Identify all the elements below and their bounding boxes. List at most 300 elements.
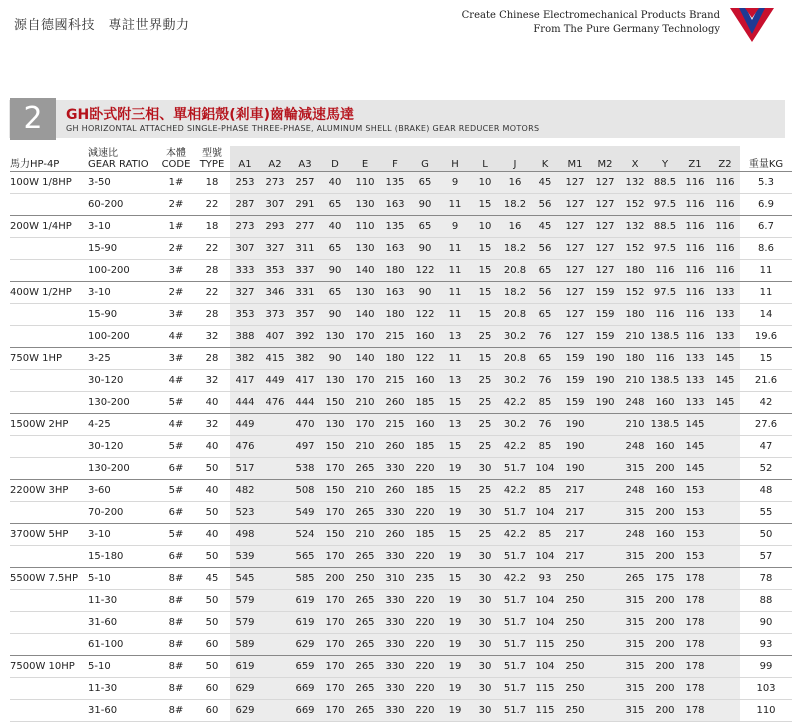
- cell-dim: 160: [650, 480, 680, 502]
- cell-dim: 330: [380, 590, 410, 612]
- cell-dim: [710, 546, 740, 568]
- cell-dim: 116: [680, 194, 710, 216]
- cell-dim: 65: [320, 238, 350, 260]
- cell-dim: 200: [650, 590, 680, 612]
- cell-code: 3#: [158, 348, 194, 370]
- cell-dim: 449: [230, 414, 260, 436]
- cell-dim: 180: [620, 304, 650, 326]
- cell-dim: 545: [230, 568, 260, 590]
- cell-dim: 200: [650, 546, 680, 568]
- cell-dim: 40: [320, 216, 350, 238]
- cell-weight: 103: [740, 678, 792, 700]
- cell-dim: [260, 546, 290, 568]
- header-dim: Z1: [680, 146, 710, 172]
- cell-type: 28: [194, 348, 230, 370]
- cell-dim: 160: [410, 370, 440, 392]
- cell-dim: 331: [290, 282, 320, 304]
- cell-dim: [260, 436, 290, 458]
- cell-weight: 42: [740, 392, 792, 414]
- cell-dim: 200: [650, 700, 680, 722]
- header-dim: F: [380, 146, 410, 172]
- cell-dim: 248: [620, 480, 650, 502]
- cell-power: 400W 1/2HP: [10, 282, 88, 304]
- cell-dim: 127: [590, 260, 620, 282]
- cell-power: [10, 458, 88, 480]
- cell-weight: 15: [740, 348, 792, 370]
- cell-ratio: 31-60: [88, 612, 158, 634]
- cell-dim: 90: [410, 194, 440, 216]
- cell-dim: 116: [650, 260, 680, 282]
- cell-dim: 293: [260, 216, 290, 238]
- cell-dim: 180: [380, 348, 410, 370]
- cell-dim: 145: [680, 414, 710, 436]
- cell-dim: 220: [410, 458, 440, 480]
- cell-dim: 220: [410, 502, 440, 524]
- cell-dim: 444: [290, 392, 320, 414]
- cell-dim: 619: [230, 656, 260, 678]
- cell-dim: 217: [560, 524, 590, 546]
- cell-code: 6#: [158, 502, 194, 524]
- cell-dim: 217: [560, 480, 590, 502]
- cell-dim: 40: [320, 172, 350, 194]
- cell-dim: 170: [320, 590, 350, 612]
- cell-dim: 116: [710, 260, 740, 282]
- cell-dim: 253: [230, 172, 260, 194]
- cell-code: 8#: [158, 634, 194, 656]
- cell-dim: 265: [350, 656, 380, 678]
- cell-type: 50: [194, 502, 230, 524]
- cell-dim: 388: [230, 326, 260, 348]
- cell-dim: 629: [230, 678, 260, 700]
- cell-dim: 470: [290, 414, 320, 436]
- cell-dim: 90: [320, 304, 350, 326]
- cell-dim: 116: [710, 238, 740, 260]
- cell-power: 2200W 3HP: [10, 480, 88, 502]
- cell-dim: 133: [710, 282, 740, 304]
- cell-dim: 265: [350, 590, 380, 612]
- cell-dim: 116: [680, 326, 710, 348]
- cell-dim: [590, 678, 620, 700]
- cell-dim: 11: [440, 348, 470, 370]
- cell-dim: 30: [470, 568, 500, 590]
- cell-code: 8#: [158, 678, 194, 700]
- cell-dim: 315: [620, 700, 650, 722]
- cell-dim: 127: [560, 260, 590, 282]
- cell-dim: 170: [320, 502, 350, 524]
- cell-dim: 127: [590, 238, 620, 260]
- cell-weight: 27.6: [740, 414, 792, 436]
- cell-dim: 9: [440, 216, 470, 238]
- cell-dim: 629: [230, 700, 260, 722]
- cell-dim: 133: [680, 370, 710, 392]
- cell-dim: 178: [680, 634, 710, 656]
- cell-dim: 273: [230, 216, 260, 238]
- cell-dim: 170: [320, 458, 350, 480]
- cell-dim: 25: [470, 436, 500, 458]
- cell-dim: 18.2: [500, 238, 530, 260]
- section-title-en: GH HORIZONTAL ATTACHED SINGLE-PHASE THREE-PHASE, ALUMINUM SHELL (BRAKE) GEAR REDUCER MOTORS: [66, 124, 540, 133]
- cell-type: 45: [194, 568, 230, 590]
- cell-dim: 16: [500, 216, 530, 238]
- cell-type: 32: [194, 370, 230, 392]
- cell-weight: 99: [740, 656, 792, 678]
- table-row: [10, 546, 792, 568]
- cell-dim: [590, 590, 620, 612]
- cell-type: 60: [194, 678, 230, 700]
- cell-dim: [260, 480, 290, 502]
- cell-dim: 56: [530, 238, 560, 260]
- cell-dim: 315: [620, 656, 650, 678]
- cell-type: 60: [194, 634, 230, 656]
- header-dim: A1: [230, 146, 260, 172]
- cell-dim: 178: [680, 612, 710, 634]
- cell-dim: 476: [260, 392, 290, 414]
- cell-weight: 5.3: [740, 172, 792, 194]
- cell-dim: 88.5: [650, 172, 680, 194]
- cell-dim: 210: [350, 392, 380, 414]
- cell-dim: 116: [650, 348, 680, 370]
- cell-type: 22: [194, 194, 230, 216]
- cell-dim: 15: [440, 568, 470, 590]
- cell-dim: 51.7: [500, 546, 530, 568]
- header-dim: A2: [260, 146, 290, 172]
- cell-dim: 127: [560, 194, 590, 216]
- cell-dim: 30: [470, 678, 500, 700]
- header-dim: K: [530, 146, 560, 172]
- cell-dim: [710, 700, 740, 722]
- header-dim: L: [470, 146, 500, 172]
- cell-dim: 19: [440, 612, 470, 634]
- cell-code: 3#: [158, 260, 194, 282]
- cell-dim: 104: [530, 546, 560, 568]
- cell-ratio: 3-60: [88, 480, 158, 502]
- table-row: [10, 172, 792, 194]
- cell-dim: 115: [530, 678, 560, 700]
- cell-dim: 330: [380, 656, 410, 678]
- cell-power: [10, 436, 88, 458]
- cell-dim: 45: [530, 216, 560, 238]
- cell-dim: 159: [560, 392, 590, 414]
- cell-dim: 116: [680, 172, 710, 194]
- cell-dim: 346: [260, 282, 290, 304]
- cell-dim: 629: [290, 634, 320, 656]
- cell-dim: 11: [440, 282, 470, 304]
- cell-dim: 539: [230, 546, 260, 568]
- cell-dim: 122: [410, 348, 440, 370]
- cell-dim: 549: [290, 502, 320, 524]
- cell-dim: 152: [620, 282, 650, 304]
- cell-weight: 48: [740, 480, 792, 502]
- cell-ratio: 61-100: [88, 634, 158, 656]
- cell-dim: 130: [320, 370, 350, 392]
- cell-dim: 163: [380, 238, 410, 260]
- cell-weight: 78: [740, 568, 792, 590]
- cell-dim: 250: [560, 568, 590, 590]
- cell-dim: 76: [530, 414, 560, 436]
- cell-dim: 30.2: [500, 326, 530, 348]
- cell-dim: 10: [470, 172, 500, 194]
- cell-dim: [590, 568, 620, 590]
- cell-ratio: 15-90: [88, 238, 158, 260]
- cell-type: 32: [194, 414, 230, 436]
- cell-dim: 116: [680, 238, 710, 260]
- cell-type: 40: [194, 436, 230, 458]
- table-row: [10, 480, 792, 502]
- cell-dim: 42.2: [500, 436, 530, 458]
- cell-power: [10, 700, 88, 722]
- cell-dim: 115: [530, 634, 560, 656]
- cell-dim: 15: [470, 194, 500, 216]
- table-row: [10, 590, 792, 612]
- cell-power: 100W 1/8HP: [10, 172, 88, 194]
- table-row: [10, 326, 792, 348]
- cell-dim: [590, 656, 620, 678]
- cell-dim: 210: [350, 480, 380, 502]
- cell-dim: 538: [290, 458, 320, 480]
- table-row: [10, 414, 792, 436]
- cell-dim: 153: [680, 546, 710, 568]
- cell-dim: 160: [410, 414, 440, 436]
- cell-dim: 250: [350, 568, 380, 590]
- cell-code: 5#: [158, 480, 194, 502]
- cell-dim: 170: [320, 546, 350, 568]
- cell-ratio: 3-25: [88, 348, 158, 370]
- cell-dim: [260, 700, 290, 722]
- cell-weight: 19.6: [740, 326, 792, 348]
- cell-dim: 116: [680, 216, 710, 238]
- cell-dim: 235: [410, 568, 440, 590]
- cell-type: 50: [194, 590, 230, 612]
- cell-dim: [260, 612, 290, 634]
- cell-dim: 133: [680, 392, 710, 414]
- cell-dim: 417: [230, 370, 260, 392]
- cell-dim: 51.7: [500, 502, 530, 524]
- cell-dim: 30: [470, 502, 500, 524]
- header-dim: G: [410, 146, 440, 172]
- cell-dim: 330: [380, 458, 410, 480]
- cell-dim: 104: [530, 656, 560, 678]
- cell-dim: 178: [680, 568, 710, 590]
- cell-dim: 65: [530, 348, 560, 370]
- cell-dim: 415: [260, 348, 290, 370]
- cell-dim: 330: [380, 634, 410, 656]
- cell-dim: 315: [620, 546, 650, 568]
- cell-dim: 159: [560, 348, 590, 370]
- cell-dim: [710, 414, 740, 436]
- cell-dim: [590, 546, 620, 568]
- cell-dim: 20.8: [500, 348, 530, 370]
- cell-weight: 50: [740, 524, 792, 546]
- cell-dim: 200: [650, 458, 680, 480]
- table-row: [10, 436, 792, 458]
- cell-dim: 200: [320, 568, 350, 590]
- cell-dim: 10: [470, 216, 500, 238]
- table-row: [10, 216, 792, 238]
- cell-dim: 330: [380, 502, 410, 524]
- cell-dim: 200: [650, 634, 680, 656]
- cell-dim: 250: [560, 678, 590, 700]
- cell-dim: 220: [410, 612, 440, 634]
- cell-dim: 19: [440, 502, 470, 524]
- cell-dim: 97.5: [650, 238, 680, 260]
- cell-dim: 517: [230, 458, 260, 480]
- cell-dim: 497: [290, 436, 320, 458]
- cell-dim: 265: [350, 678, 380, 700]
- cell-dim: 217: [560, 546, 590, 568]
- cell-dim: 265: [620, 568, 650, 590]
- cell-dim: [710, 458, 740, 480]
- cell-dim: 170: [320, 700, 350, 722]
- cell-dim: 65: [320, 282, 350, 304]
- cell-dim: 482: [230, 480, 260, 502]
- cell-dim: 133: [710, 304, 740, 326]
- cell-dim: 18.2: [500, 282, 530, 304]
- cell-dim: 130: [320, 326, 350, 348]
- cell-dim: 357: [290, 304, 320, 326]
- cell-dim: [260, 656, 290, 678]
- cell-dim: 524: [290, 524, 320, 546]
- cell-power: 7500W 10HP: [10, 656, 88, 678]
- cell-dim: 20.8: [500, 304, 530, 326]
- cell-dim: 170: [320, 612, 350, 634]
- cell-code: 4#: [158, 414, 194, 436]
- cell-weight: 6.7: [740, 216, 792, 238]
- cell-dim: 140: [350, 348, 380, 370]
- cell-dim: 250: [560, 612, 590, 634]
- header-dim: M1: [560, 146, 590, 172]
- cell-power: [10, 326, 88, 348]
- cell-dim: 20.8: [500, 260, 530, 282]
- cell-dim: 200: [650, 502, 680, 524]
- cell-dim: 104: [530, 458, 560, 480]
- cell-dim: 51.7: [500, 612, 530, 634]
- cell-type: 18: [194, 216, 230, 238]
- cell-dim: 127: [560, 282, 590, 304]
- cell-dim: [260, 590, 290, 612]
- cell-dim: 19: [440, 634, 470, 656]
- cell-dim: 250: [560, 656, 590, 678]
- cell-dim: 51.7: [500, 634, 530, 656]
- cell-dim: 170: [320, 678, 350, 700]
- cell-dim: 9: [440, 172, 470, 194]
- cell-dim: 93: [530, 568, 560, 590]
- cell-dim: 15: [440, 392, 470, 414]
- cell-weight: 57: [740, 546, 792, 568]
- cell-dim: 150: [320, 436, 350, 458]
- cell-dim: 315: [620, 634, 650, 656]
- cell-dim: 327: [260, 238, 290, 260]
- header-dim: E: [350, 146, 380, 172]
- cell-dim: 185: [410, 436, 440, 458]
- table-row: [10, 458, 792, 480]
- cell-dim: 159: [590, 326, 620, 348]
- cell-dim: 159: [590, 282, 620, 304]
- cell-dim: 180: [380, 260, 410, 282]
- cell-dim: [710, 678, 740, 700]
- cell-dim: 15: [440, 480, 470, 502]
- cell-dim: 51.7: [500, 656, 530, 678]
- cell-dim: 382: [230, 348, 260, 370]
- cell-dim: 508: [290, 480, 320, 502]
- cell-power: [10, 546, 88, 568]
- cell-dim: 152: [620, 194, 650, 216]
- cell-code: 4#: [158, 326, 194, 348]
- cell-dim: 669: [290, 700, 320, 722]
- cell-dim: 265: [350, 546, 380, 568]
- cell-dim: 42.2: [500, 392, 530, 414]
- cell-dim: 145: [710, 348, 740, 370]
- cell-dim: 315: [620, 678, 650, 700]
- cell-dim: 265: [350, 458, 380, 480]
- cell-dim: 15: [470, 348, 500, 370]
- cell-ratio: 30-120: [88, 370, 158, 392]
- cell-dim: 190: [590, 370, 620, 392]
- cell-dim: 407: [260, 326, 290, 348]
- cell-dim: 160: [410, 326, 440, 348]
- cell-dim: [590, 700, 620, 722]
- cell-dim: 260: [380, 436, 410, 458]
- table-row: [10, 260, 792, 282]
- cell-dim: 19: [440, 678, 470, 700]
- cell-dim: [710, 524, 740, 546]
- cell-power: [10, 392, 88, 414]
- cell-dim: 250: [560, 700, 590, 722]
- cell-dim: 11: [440, 194, 470, 216]
- cell-dim: 130: [350, 238, 380, 260]
- cell-dim: 15: [470, 238, 500, 260]
- table-row: [10, 612, 792, 634]
- header-dim: Z2: [710, 146, 740, 172]
- cell-dim: 130: [320, 414, 350, 436]
- cell-dim: 127: [590, 172, 620, 194]
- cell-type: 50: [194, 458, 230, 480]
- cell-dim: [590, 458, 620, 480]
- cell-dim: 13: [440, 326, 470, 348]
- cell-dim: 170: [320, 656, 350, 678]
- cell-dim: 85: [530, 524, 560, 546]
- cell-power: [10, 238, 88, 260]
- brand-line-2: From The Pure Germany Technology: [533, 24, 720, 35]
- cell-dim: 15: [440, 524, 470, 546]
- cell-dim: 159: [590, 304, 620, 326]
- cell-weight: 90: [740, 612, 792, 634]
- cell-dim: 65: [530, 304, 560, 326]
- cell-power: 1500W 2HP: [10, 414, 88, 436]
- cell-dim: 19: [440, 656, 470, 678]
- cell-dim: [590, 414, 620, 436]
- cell-weight: 11: [740, 282, 792, 304]
- cell-code: 8#: [158, 568, 194, 590]
- cell-dim: 150: [320, 392, 350, 414]
- cell-dim: 130: [350, 194, 380, 216]
- cell-dim: 353: [260, 260, 290, 282]
- cell-dim: 116: [680, 304, 710, 326]
- cell-dim: 417: [290, 370, 320, 392]
- cell-dim: 13: [440, 370, 470, 392]
- cell-dim: 45: [530, 172, 560, 194]
- cell-dim: 138.5: [650, 370, 680, 392]
- cell-dim: 153: [680, 480, 710, 502]
- cell-type: 32: [194, 326, 230, 348]
- cell-type: 60: [194, 700, 230, 722]
- cell-dim: 104: [530, 590, 560, 612]
- cell-power: 750W 1HP: [10, 348, 88, 370]
- cell-type: 40: [194, 480, 230, 502]
- cell-dim: 287: [230, 194, 260, 216]
- cell-dim: 25: [470, 370, 500, 392]
- table-row: [10, 282, 792, 304]
- cell-dim: 115: [530, 700, 560, 722]
